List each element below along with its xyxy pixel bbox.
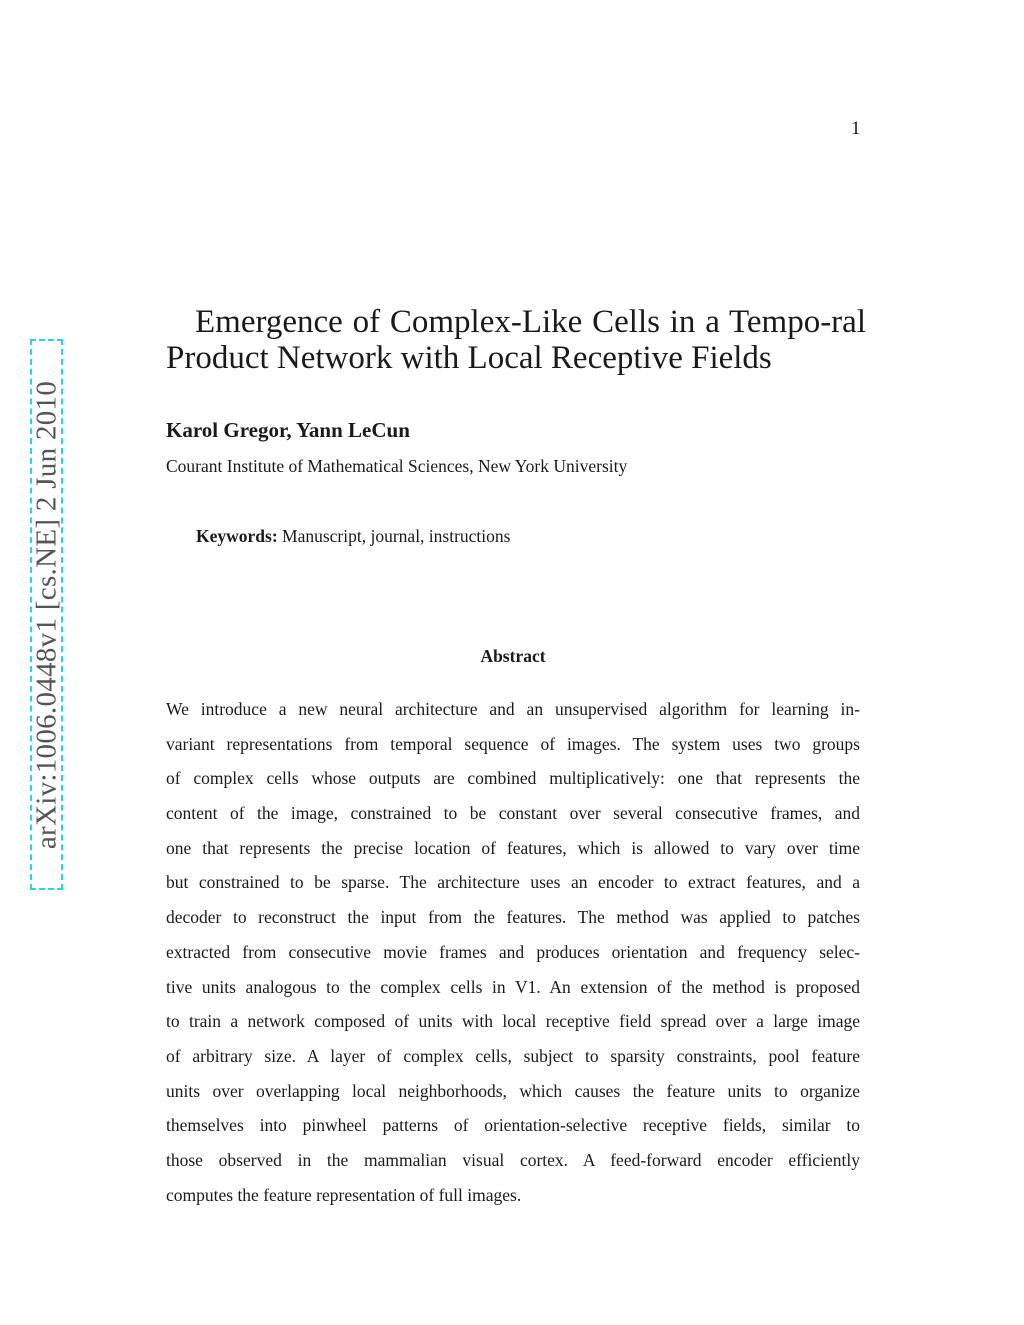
- author-list: Karol Gregor, Yann LeCun: [166, 418, 410, 442]
- abstract-line: We introduce a new neural architecture and an unsupervised algorithm for learning in-: [166, 699, 860, 719]
- abstract-line: those observed in the mammalian visual cortex. A feed-forward encoder efficiently: [166, 1149, 860, 1170]
- page-number: 1: [851, 118, 861, 139]
- abstract-line: of arbitrary size. A layer of complex cells, subject to sparsity constraints, pool feature: [166, 1045, 860, 1066]
- abstract-line: variant representations from temporal sequence of images. The system uses two groups: [166, 733, 860, 754]
- abstract-body: [166, 692, 860, 1212]
- abstract-line: themselves into pinwheel patterns of orientation-selective receptive fields, similar to: [166, 1115, 860, 1136]
- abstract-line: of complex cells whose outputs are combined multiplicatively: one that represents the: [166, 768, 860, 789]
- abstract-line: decoder to reconstruct the input from the features. The method was applied to patches: [166, 907, 860, 928]
- keywords-label: Keywords:: [196, 526, 278, 546]
- abstract-line: but constrained to be sparse. The architecture uses an encoder to extract features, and a: [166, 872, 860, 893]
- abstract-line: tive units analogous to the complex cells in V1. An extension of the method is proposed: [166, 976, 860, 997]
- abstract-line: extracted from consecutive movie frames and produces orientation and frequency selec-: [166, 941, 860, 962]
- keywords-value: Manuscript, journal, instructions: [282, 526, 511, 546]
- abstract-line: units over overlapping local neighborhoods, which causes the feature units to organize: [166, 1080, 860, 1101]
- affiliation: Courant Institute of Mathematical Sciences, New York University: [166, 456, 628, 476]
- arxiv-stamp-text: arXiv:1006.0448v1 [cs.NE] 2 Jun 2010: [30, 380, 62, 849]
- abstract-line: content of the image, constrained to be constant over several consecutive frames, and: [166, 803, 860, 824]
- paper-title: Emergence of Complex-Like Cells in a Tempo-ral Product Network with Local Receptive Fields: [166, 304, 866, 376]
- keywords: [196, 526, 510, 547]
- abstract-line: to train a network composed of units with local receptive field spread over a large image: [166, 1011, 860, 1032]
- abstract-heading: Abstract: [480, 646, 546, 666]
- abstract-line: one that represents the precise location of features, which is allowed to vary over time: [166, 837, 860, 858]
- abstract-line: computes the feature representation of full images.: [166, 1184, 522, 1205]
- arxiv-stamp: [30, 339, 63, 890]
